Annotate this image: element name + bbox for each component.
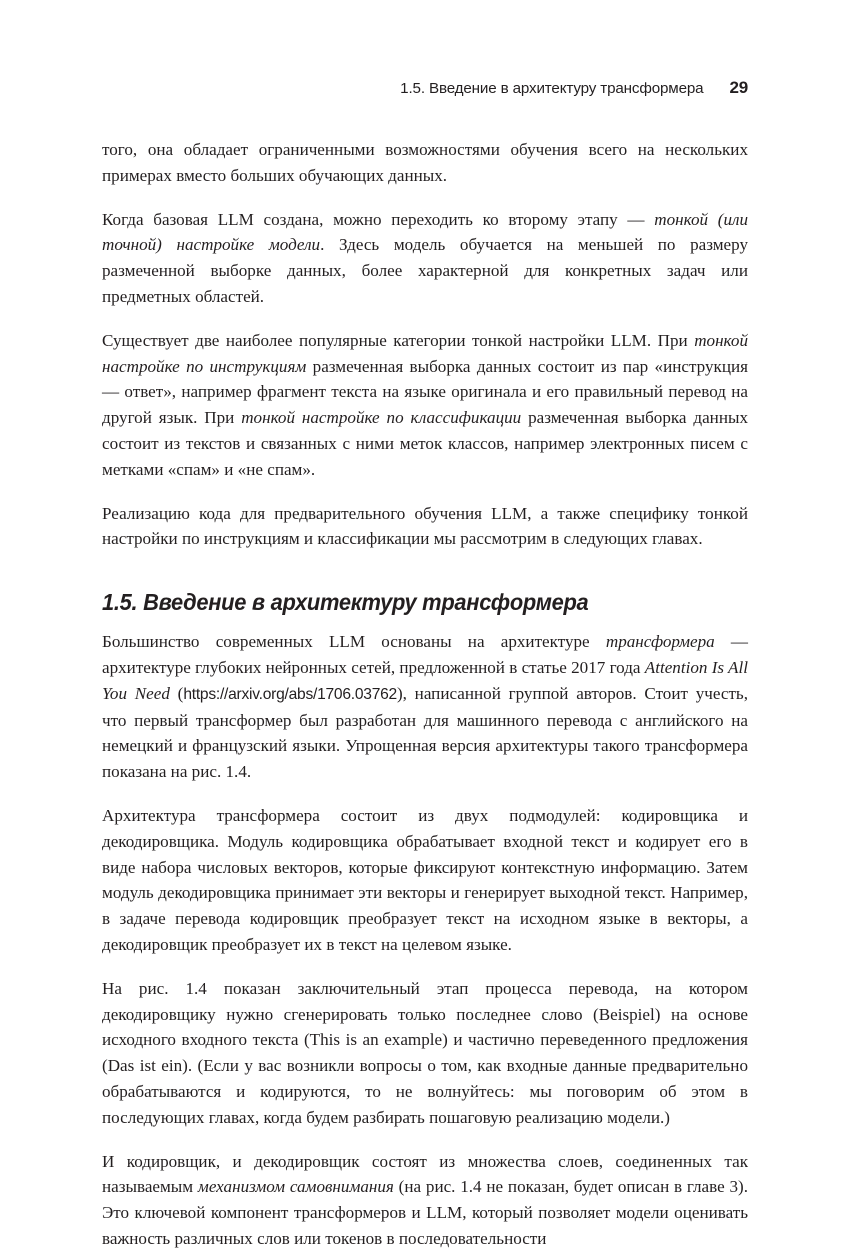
paragraph: [102, 803, 748, 958]
body-text: Реализацию кода для предварительного обучения LLM, а также специфику тонкой настройки по инструкциям и классификации мы рассмотрим в следующих главах.: [102, 503, 748, 549]
body-text: — архитектуре глубоких нейронных сетей, предложенной в статье 2017 года: [102, 632, 748, 677]
paragraph: [102, 328, 748, 483]
body-text: (на рис. 1.4 не показан, будет описан в главе 3). Это ключевой компонент трансформеров и LLM, который позволяет модели оценивать важность различных слов или токенов в последовательности: [102, 1177, 748, 1248]
text-column: [102, 137, 748, 1252]
body-text: Большинство современных LLM основаны на архитектуре: [102, 632, 606, 652]
emphasis-text: тонкой настройке по инструкциям: [102, 330, 748, 376]
section-heading-block: [102, 588, 748, 616]
paragraph: [102, 207, 748, 310]
emphasis-text: тонкой (или точной) настройке модели: [102, 209, 748, 255]
body-text: Когда базовая LLM создана, можно переходить ко второму этапу —: [102, 209, 655, 229]
body-text: ), написанной группой авторов. Стоит учесть, что первый трансформер был разработан для машинного перевода с английского на немецкий и французский языки. Упрощенная версия архитектуры такого трансформера показана на рис. 1.4.: [102, 683, 748, 782]
paragraph: [102, 1149, 748, 1252]
body-text: Существует две наиболее популярные категории тонкой настройки LLM. При: [102, 330, 695, 350]
body-text: На рис. 1.4 показан заключительный этап процесса перевода, на котором декодировщику нужно сгенерировать только последнее слово (Beispiel) на основе исходного входного текста (This is an example) и частично переведенного предложения (Das ist ein). (Если у вас возникли вопросы о том, как входные данные предварительно обрабатываются и кодируются, то не волнуйтесь: мы поговорим об этом в последующих главах, когда будем разбирать пошаговую реализацию модели.): [102, 978, 748, 1127]
body-text: того, она обладает ограниченными возможностями обучения всего на нескольких примерах вместо больших обучающих данных.: [102, 140, 748, 185]
emphasis-text: механизмом самовнимания: [197, 1177, 394, 1197]
paragraph: [102, 629, 748, 785]
paragraph: [102, 501, 748, 553]
body-text: И кодировщик, и декодировщик состоят из множества слоев, соединенных так называемым: [102, 1151, 748, 1197]
body-text: (: [169, 683, 184, 703]
body-text: Архитектура трансформера состоит из двух подмодулей: кодировщика и декодировщика. Модуль кодировщика обрабатывает входной текст и кодирует его в виде набора числовых векторов, которые фиксируют контекстную информацию. Затем модуль декодировщика принимает эти векторы и генерирует выходной текст. Например, в задаче перевода кодировщик преобразует текст на исходном языке в векторы, а декодировщик преобразует их в текст на целевом языке.: [102, 805, 748, 954]
body-text: размеченная выборка данных состоит из пар «инструкция — ответ», например фрагмент текста на языке оригинала и его правильный перевод на другой язык. При: [102, 356, 748, 428]
section-heading: 1.5. Введение в архитектуру трансформера: [102, 589, 589, 616]
body-text: . Здесь модель обучается на меньшей по размеру размеченной выборке данных, более характерной для конкретных задач или предметных областей.: [102, 235, 749, 306]
emphasis-text: тонкой настройке по классификации: [241, 408, 522, 428]
body-text: размеченная выборка данных состоит из текстов и связанных с ними меток классов, например электронных писем с метками «спам» и «не спам».: [102, 408, 748, 479]
emphasis-text: Attention Is All You Need: [102, 657, 748, 703]
paragraph: [102, 137, 748, 189]
emphasis-text: трансформера: [605, 632, 715, 652]
running-head-title: 1.5. Введение в архитектуру трансформера: [400, 80, 704, 97]
page-number: 29: [729, 78, 748, 97]
paragraph: [102, 976, 748, 1131]
running-head: [102, 78, 748, 98]
inline-url: https://arxiv.org/abs/1706.03762: [183, 685, 397, 703]
